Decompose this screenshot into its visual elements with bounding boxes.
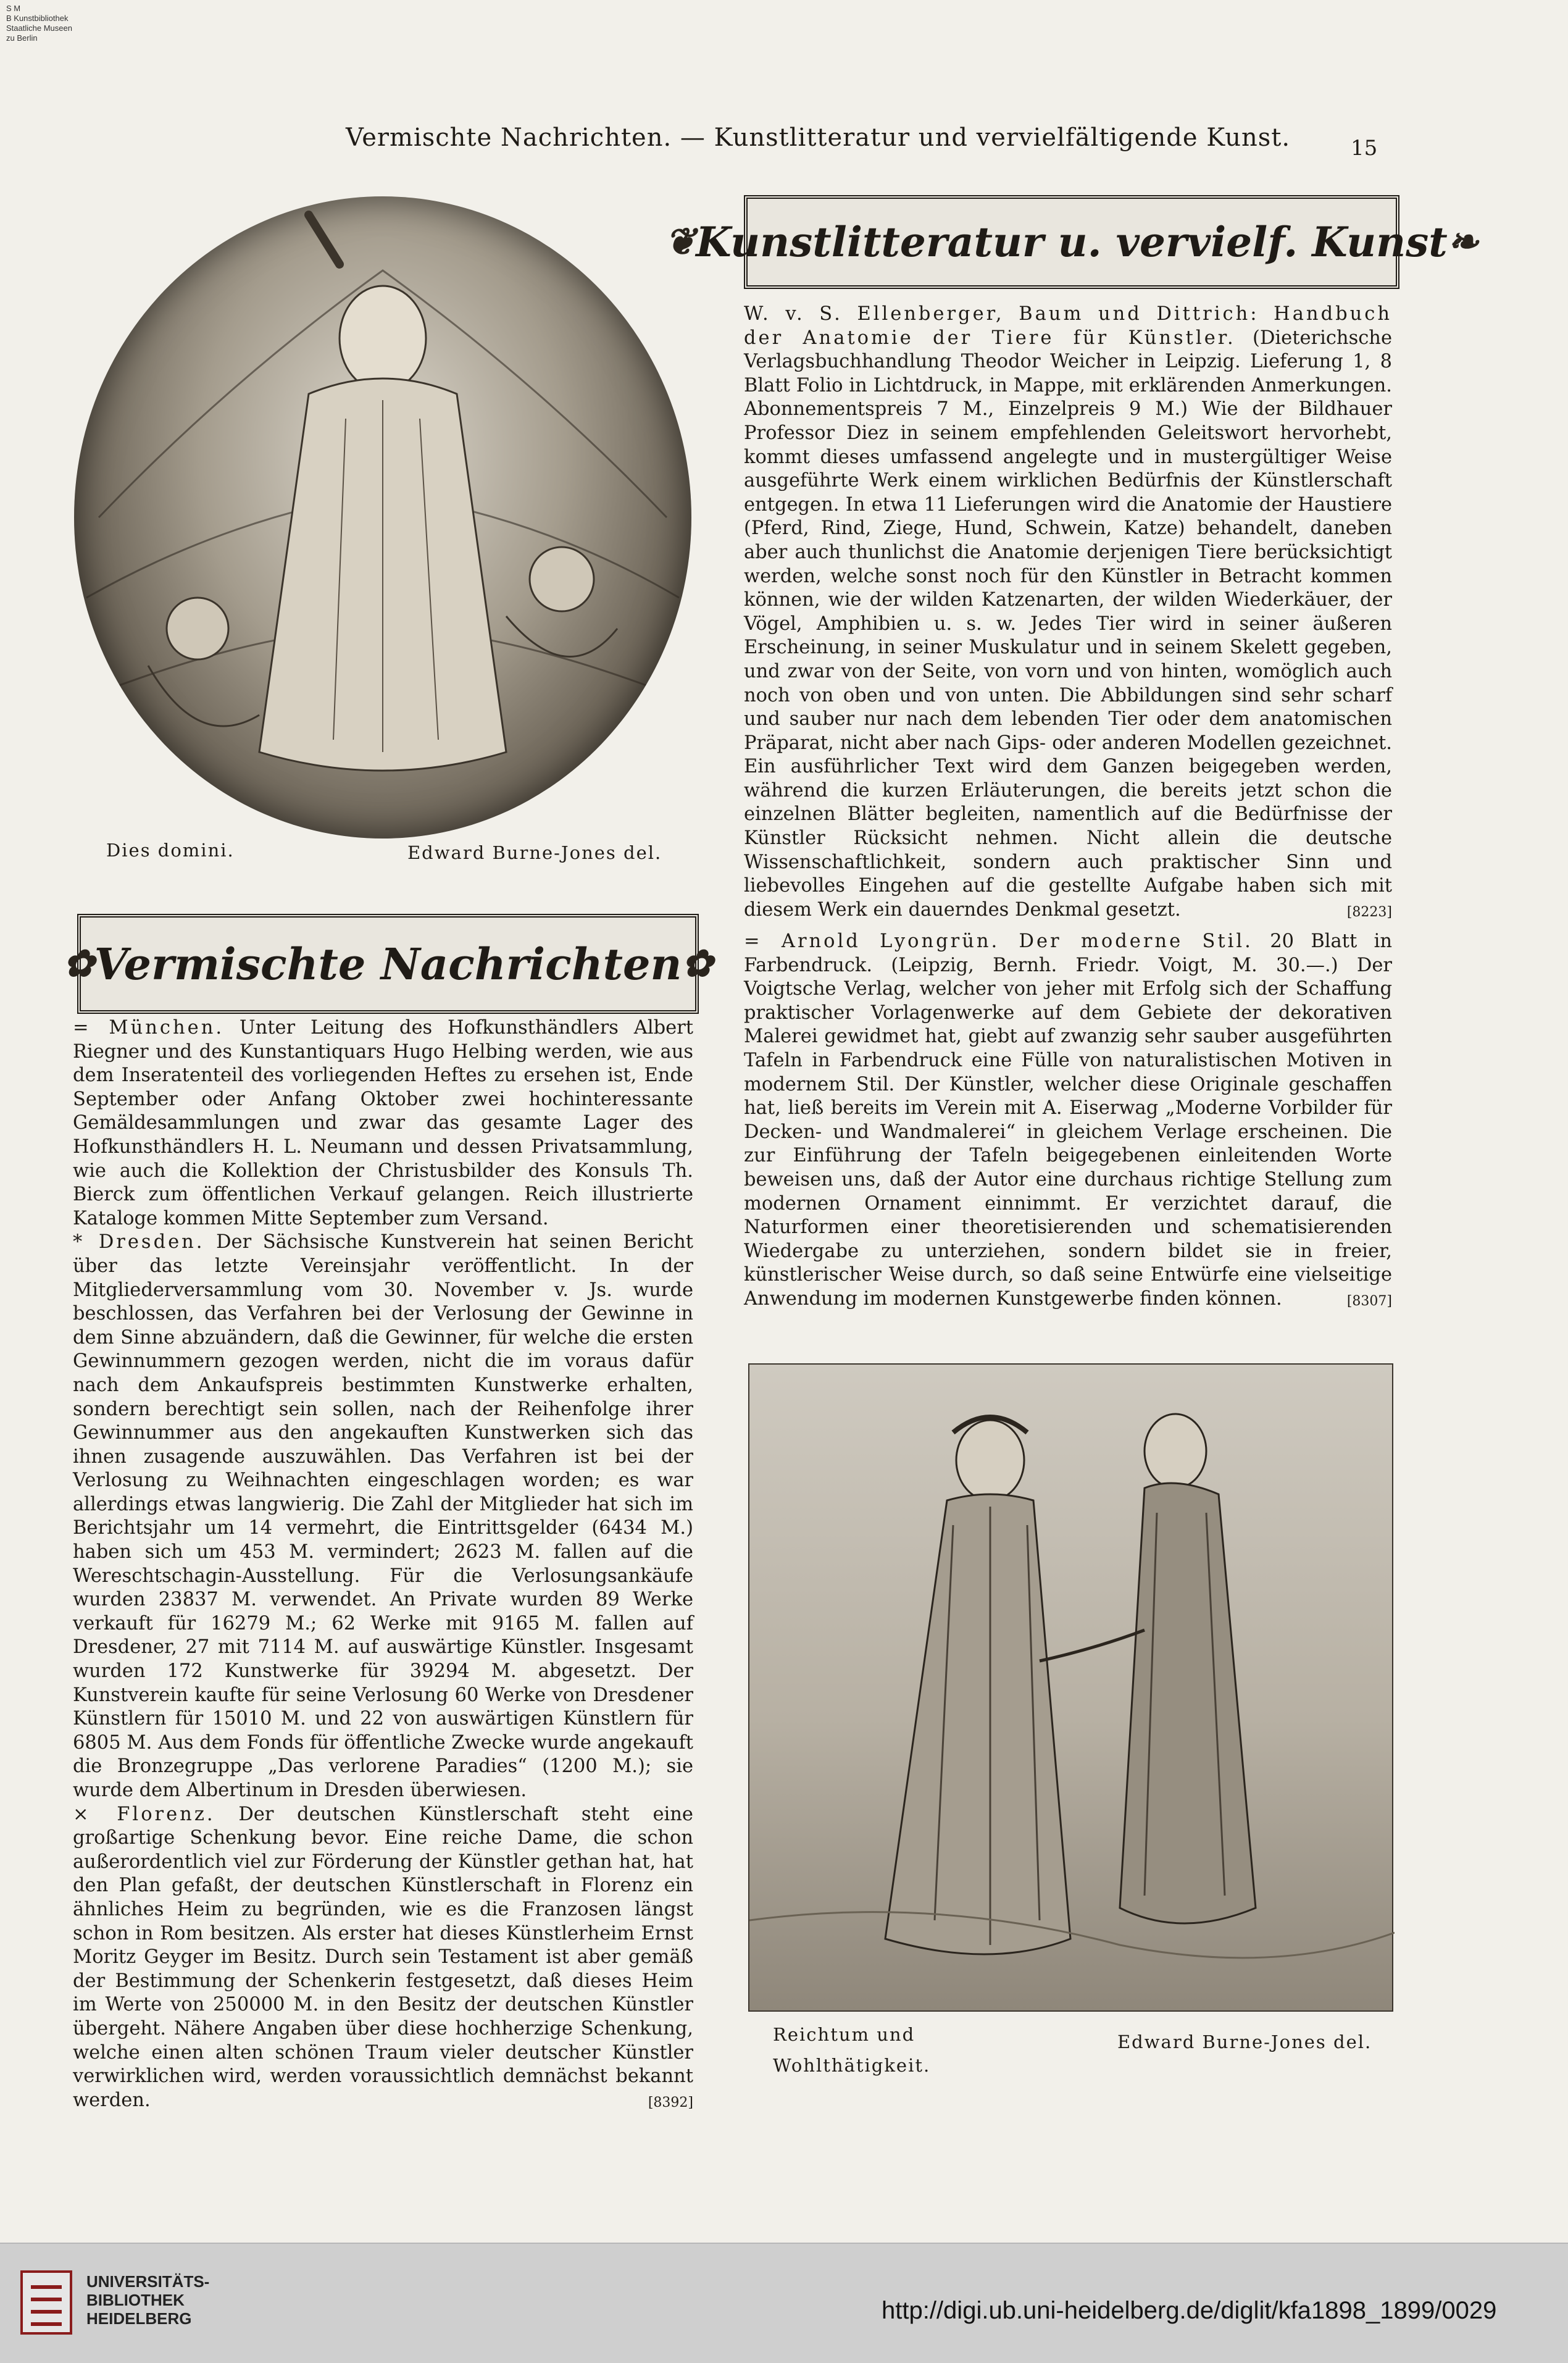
- ornament-icon: ❧: [1447, 220, 1479, 264]
- circular-plate: [74, 196, 691, 839]
- ornament-icon: ✿: [63, 942, 94, 985]
- figure-sketch: [74, 196, 691, 839]
- news-lead: = München.: [73, 1017, 225, 1039]
- illustration-dies-domini: [74, 196, 691, 839]
- news-lead: * Dresden.: [73, 1231, 205, 1253]
- news-body: Der Sächsische Kunstverein hat seinen Bericht über das letzte Vereinsjahr veröffentlicht. In der Mitgliederversammlung vom 30. November v. Js. wurde beschlossen, das Verfahren bei der Verlosung der Gewinne in dem Sinne abzuändern, daß die Gewinner, für welche die ersten Gewinnummern gezogen werden, nicht die im voraus dafür nach dem Ankaufspreis bestimmten Kunstwerke erhalten, sondern berechtigt sein sollen, nach der Reihenfolge ihrer Gewinnummer aus den angekauften Kunstwerken sich das ihnen zusagende auszuwählen. Das Verfahren ist bei der Verlosung zu Weihnachten eingeschlagen worden; es war allerdings etwas langwierig. Die Zahl der Mitglieder hat sich im Berichtsjahr um 14 vermehrt, die Eintrittsgelder (6434 M.) haben sich um 453 M. vermindert; 2623 M. fallen auf die Wereschtschagin-Ausstellung. Für die Verlosungsankäufe wurden 23837 M. verwendet. An Private wurden 89 Werke verkauft für 16279 M.; 62 Werke mit 9165 M. fallen auf Dresdener, 27 mit 7114 M. auf auswärtige Künstler. Insgesamt wurden 172 Kunstwerke für 39294 M. abgesetzt. Der Kunstverein kaufte für seine Verlosung 60 Werke von Dresdener Künstlern für 15010 M. und 22 von auswärtigen Künstlern für 6805 M. Aus dem Fonds für öffentliche Zwecke wurde angekauft die Bronzegruppe „Das verlorene Paradies“ (1200 M.); sie wurde dem Albertinum in Dresden überwiesen.: [73, 1231, 693, 1801]
- article-lead: W. v. S. Ellenberger, Baum und Dittrich: Handbuch der Anatomie der Tiere für Künstler.: [744, 303, 1392, 349]
- article-anatomy-review: [744, 303, 1392, 924]
- institution-name: [86, 2272, 209, 2328]
- news-reference: [8392]: [648, 2094, 693, 2110]
- news-item-florenz: [73, 1803, 693, 2113]
- article-moderne-stil: [744, 930, 1392, 1314]
- section-title: Kunstlitteratur u. vervielf. Kunst: [696, 218, 1448, 266]
- news-item-muenchen: [73, 1016, 693, 1231]
- figure-sketch: [749, 1365, 1395, 2013]
- stamp-line: zu Berlin: [6, 33, 38, 43]
- institution-name-line: BIBLIOTHEK: [86, 2291, 185, 2309]
- digitization-footer: [0, 2243, 1568, 2363]
- ornament-icon: ✿: [682, 942, 713, 985]
- article-reference: [8223]: [1346, 904, 1392, 920]
- rectangular-plate: [748, 1363, 1393, 2012]
- figure-2-title-line: Reichtum und: [773, 2024, 915, 2045]
- figure-2-title-line: Wohlthätigkeit.: [773, 2055, 931, 2076]
- ornament-icon: ❦: [664, 220, 696, 264]
- figure-1-artist: Edward Burne-Jones del.: [407, 842, 662, 863]
- article-body: 20 Blatt in Farbendruck. (Leipzig, Bernh. Friedr. Voigt, M. 30.—.) Der Voigtsche Verlag, welcher von jeher mit Erfolg sich der Schaffung praktischer Vorlagenwerke auf dem Gebiete der dekorativen Malerei gewidmet hat, giebt auf zwanzig sehr sauber ausgeführten Tafeln in Farbendruck eine Fülle von naturalistischen Motiven in modernem Stil. Der Künstler, welcher diese Originale geschaffen hat, ließ bereits im Verein mit A. Eiserwag „Moderne Vorbilder für Decken- und Wandmalerei“ in gleichem Verlage erscheinen. Die zur Einführung der Tafeln beigegebenen einleitenden Worte beweisen uns, daß der Autor eine durchaus richtige Stellung zum modernen Ornament einnimmt. Er verzichtet darauf, die Naturformen einer theoretisierenden und schematisierenden Wiedergabe zu unterziehen, sondern bildet sie in freier, künstlerischer Weise durch, so daß seine Entwürfe eine vielseitige Anwendung im modernen Kunstgewerbe finden können.: [744, 931, 1392, 1310]
- stamp-line: B Kunstbibliothek: [6, 14, 69, 23]
- article-paragraph: [744, 303, 1392, 922]
- news-body: Der deutschen Künstlerschaft steht eine großartige Schenkung bevor. Eine reiche Dame, die schon außerordentlich viel zur Förderung der Künstler gethan hat, hat den Plan gefaßt, der deutschen Künstlerschaft in Florenz ein ähnliches Heim zu begründen, wie es die Franzosen längst schon in Rom besitzen. Als erster hat dieses Künstlerheim Ernst Moritz Geyger im Besitz. Durch sein Testament ist aber gemäß der Bestimmung der Schenkerin festgesetzt, daß dieses Heim im Werte von 250000 M. in den Besitz der deutschen Künstler übergeht. Nähere Angaben über diese hochherzige Schenkung, welche einen alten schönen Traum vieler deutscher Künstler verwirklichen wird, werden voraussichtlich demnächst bekannt werden.: [73, 1803, 693, 2111]
- article-body: (Dieterichsche Verlagsbuchhandlung Theodor Weicher in Leipzig. Lieferung 1, 8 Blatt Folio in Lichtdruck, in Mappe, mit erklärenden Anmerkungen. Abonnementspreis 7 M., Einzelpreis 9 M.) Wie der Bildhauer Professor Diez in seinem empfehlenden Geleitswort hervorhebt, kommt dieses umfassend angelegte und in mustergültiger Weise ausgeführte Werk einem wirklichen Bedürfnis der Künstlerschaft entgegen. In etwa 11 Lieferungen wird die Anatomie der Haustiere (Pferd, Rind, Ziege, Hund, Schwein, Katze) behandelt, daneben aber auch thunlichst die Anatomie derjenigen Tiere berücksichtigt werden, welche sonst noch für den Künstler in Betracht kommen können, wie der wilden Katzenarten, der wilden Wiederkäuer, der Vögel, Amphibien u. s. w. Jedes Tier wird in seiner äußeren Erscheinung, in seiner Muskulatur und in seinem Skelett gegeben, und zwar von der Seite, von vorn und von hinten, womöglich auch noch von oben und von unten. Die Abbildungen sind sehr scharf und sauber nur nach dem lebenden Tier oder dem anatomischen Präparat, nicht aber nach Gips- oder anderen Modellen gezeichnet. Ein ausführlicher Text wird dem Ganzen beigegeben werden, während die kurzen Erläuterungen, die bereits jetzt schon die einzelnen Blätter begleiten, namentlich auf die Bedürfnisse der Künstler Rücksicht nehmen. Nicht allein die deutsche Wissenschaftlichkeit, sondern auch praktischer Sinn und liebevolles Eingehen auf die gestellte Aufgabe haben sich mit diesem Werk ein dauerndes Denkmal gesetzt.: [744, 327, 1392, 921]
- running-head: Vermischte Nachrichten. — Kunstlitteratur und vervielfältigende Kunst.: [346, 123, 1291, 152]
- library-stamp: [6, 4, 111, 43]
- stamp-line: Staatliche Museen: [6, 23, 72, 33]
- news-column: [73, 1016, 693, 2115]
- stamp-line: S M: [6, 4, 21, 13]
- news-item-dresden: [73, 1231, 693, 1802]
- illustration-reichtum-und-wohlthaetigkeit: [748, 1363, 1393, 2012]
- section-banner-vermischte-nachrichten: [63, 914, 713, 1014]
- institution-name-line: HEIDELBERG: [86, 2309, 192, 2328]
- figure-2-artist: Edward Burne-Jones del.: [1117, 2031, 1372, 2052]
- permalink-url[interactable]: http://digi.ub.uni-heidelberg.de/diglit/kfa1898_1899/0029: [882, 2297, 1497, 2324]
- article-paragraph: [744, 930, 1392, 1311]
- figure-2-title: [773, 2019, 977, 2081]
- page-number: 15: [1351, 136, 1378, 161]
- section-title: Vermischte Nachrichten: [94, 938, 682, 990]
- article-reference: [8307]: [1346, 1293, 1392, 1309]
- institution-name-line: UNIVERSITÄTS-: [86, 2272, 210, 2291]
- university-library-logo-icon: [19, 2269, 74, 2336]
- article-lead: = Arnold Lyongrün. Der moderne Stil.: [744, 931, 1253, 952]
- figure-1-title: Dies domini.: [106, 840, 235, 861]
- news-body: Unter Leitung des Hofkunsthändlers Albert Riegner und des Kunstantiquars Hugo Helbing werden, wie aus dem Inseratenteil des vorliegenden Heftes zu ersehen ist, Ende September oder Anfang Oktober zwei hochinteressante Gemäldesammlungen und zwar das gesamte Lager des Hofkunsthändlers H. L. Neumann und dessen Privatsammlung, wie auch die Kollektion der Christusbilder des Konsuls Th. Bierck zum öffentlichen Verkauf gelangen. Reich illustrierte Kataloge kommen Mitte September zum Versand.: [73, 1017, 693, 1229]
- section-banner-kunstlitteratur: [664, 195, 1479, 289]
- news-lead: ⨯ Florenz.: [73, 1803, 215, 1825]
